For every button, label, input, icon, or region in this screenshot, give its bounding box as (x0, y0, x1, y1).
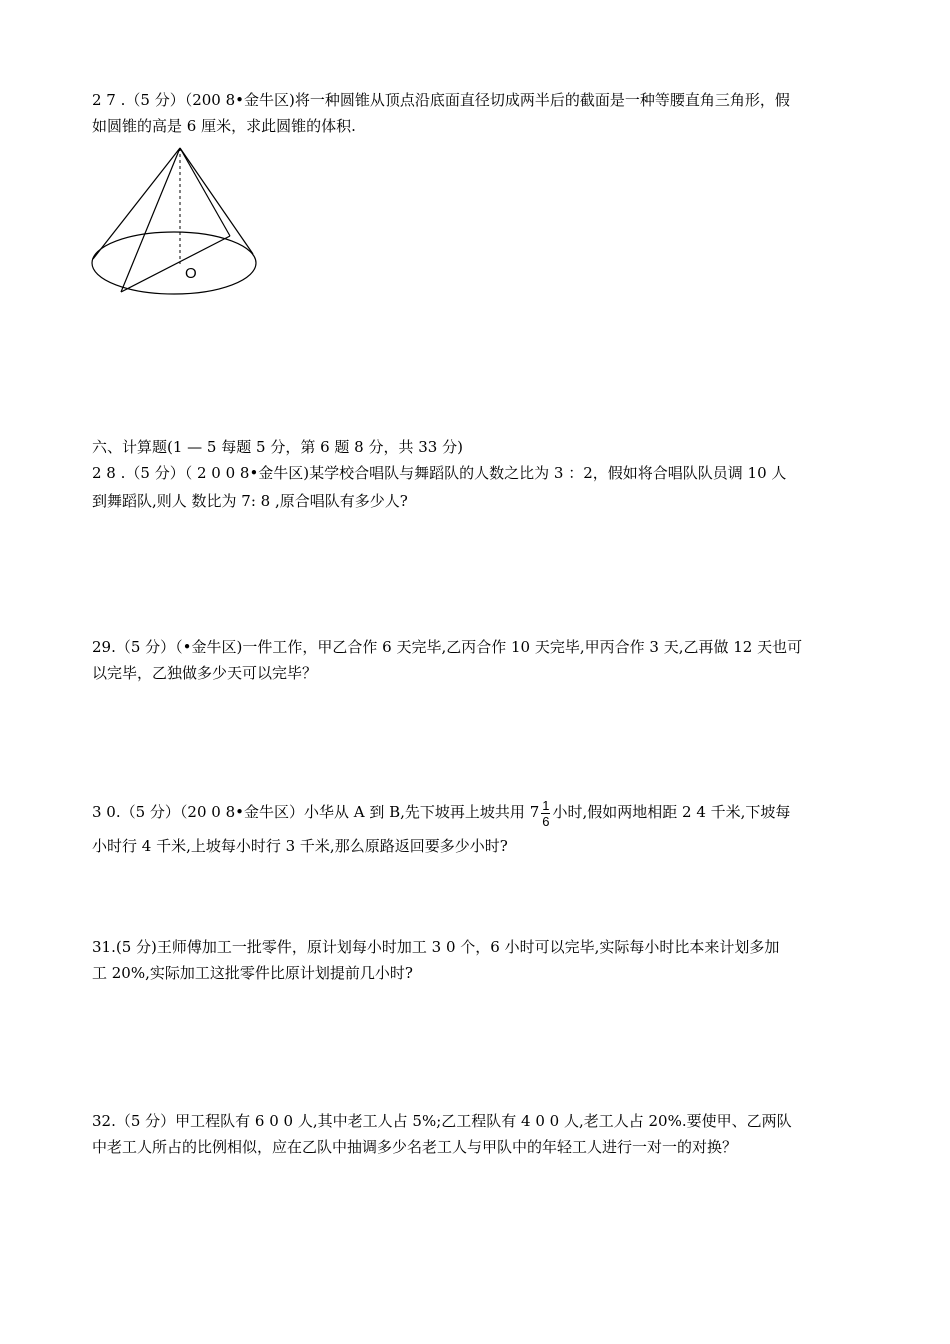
center-label-o: O (185, 265, 197, 282)
problem-31-line-2: 工 20%,实际加工这批零件比原计划提前几小时? (92, 964, 413, 982)
section-6-heading: 六、计算题(1 — 5 每题 5 分，第 6 题 8 分，共 33 分) (92, 438, 463, 456)
problem-27-line-2: 如圆锥的高是 6 厘米，求此圆锥的体积. (92, 117, 356, 135)
problem-29-line-1: 29.（5 分）（•金牛区)一件工作，甲乙合作 6 天完毕,乙丙合作 10 天完毕,甲丙合作 3 天,乙再做 12 天也可 (92, 638, 803, 656)
problem-32-line-1: 32.（5 分）甲工程队有 6 0 0 人,其中老工人占 5%;乙工程队有 4 0 0 人,老工人占 20%.要使甲、乙两队 (92, 1112, 792, 1130)
fraction-one-sixth (541, 799, 550, 828)
fraction-numerator: 1 (542, 797, 550, 813)
base-diameter (121, 236, 230, 292)
problem-30-line-1 (92, 797, 872, 828)
cone-right-slant-edge (180, 148, 253, 254)
problem-27-line-1: 2 7 .（5 分）（200 8•金牛区)将一种圆锥从顶点沿底面直径切成两半后的截面是一种等腰直角三角形，假 (92, 91, 790, 109)
problem-31-line-1: 31.(5 分)王师傅加工一批零件，原计划每小时加工 3 0 个，6 小时可以完毕,实际每小时比本来计划多加 (92, 938, 780, 956)
problem-30-text-before: 3 0.（5 分）（20 0 8•金牛区）小华从 A 到 B,先下坡再上坡共用 7 (92, 803, 540, 821)
problem-29-line-2: 以完毕，乙独做多少天可以完毕？ (92, 664, 318, 682)
problem-28-line-1: 2 8 .（5 分）（ 2 0 0 8•金牛区)某学校合唱队与舞蹈队的人数之比为 3 ：2，假如将合唱队队员调 10 人 (92, 464, 787, 482)
cone-left-slant-edge (93, 148, 180, 259)
section-edge-right (180, 148, 230, 236)
section-edge-left (121, 148, 180, 292)
problem-30-text-after: 小时,假如两地相距 2 4 千米,下坡每 (552, 803, 791, 821)
cone-figure (88, 142, 268, 302)
fraction-denominator: 6 (542, 813, 550, 829)
problem-28-line-2: 到舞蹈队,则人 数比为 7: 8 ,原合唱队有多少人? (92, 492, 408, 510)
problem-30-line-2: 小时行 4 千米,上坡每小时行 3 千米,那么原路返回要多少小时? (92, 837, 508, 855)
problem-32-line-2: 中老工人所占的比例相似，应在乙队中抽调多少名老工人与甲队中的年轻工人进行一对一的对换？ (92, 1138, 738, 1156)
cone-base-ellipse (92, 232, 256, 294)
